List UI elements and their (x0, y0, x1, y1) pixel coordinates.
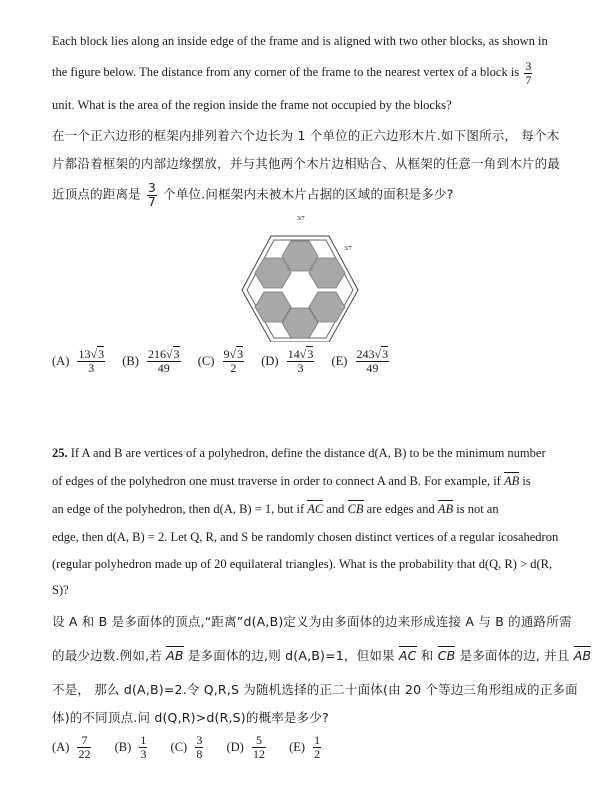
hexagon-frame-figure (240, 212, 360, 342)
choice-label: (D) (261, 353, 279, 368)
choice-denominator: 12 (252, 746, 265, 761)
choice-coef: 216 (148, 347, 166, 361)
p24-en-line1: Each block lies along an inside edge of the frame and is aligned with two other blocks, as shown in (52, 34, 548, 48)
choice-coef: 14 (287, 347, 300, 361)
p24-en-line2-text: the figure below. The distance from any corner of the frame to the nearest vertex of a block is (52, 64, 520, 79)
choice-denominator: 3 (88, 360, 95, 375)
p25-en-line5: (regular polyhedron made up of 20 equilateral triangles). What is the probability that d(Q, R) > d(R, (52, 557, 553, 571)
p25-en-line3-b: are edges and (366, 502, 435, 516)
choice-fraction: $\frac{13√3}{3}$ (78, 347, 105, 375)
p24-choice-e[interactable] (331, 348, 391, 374)
p25-en-line1 (52, 446, 546, 461)
p24-zh-line3-a: 近顶点的距离是 (52, 186, 141, 202)
choice-denominator: 2 (314, 746, 321, 761)
p25-zh-line2-b: 是多面体的边,则 d(A,B)=1，但如果 (187, 648, 395, 663)
segment-ab: AB (437, 502, 454, 516)
choice-denominator: 49 (366, 360, 379, 375)
p24-zh-line3-b: 个单位.问框架内未被木片占据的区域的面积是多少? (163, 186, 454, 202)
p25-zh-line2 (52, 646, 591, 664)
segment-ab: AB (503, 474, 520, 488)
p24-zh-fraction (147, 182, 157, 208)
p25-en-line3-a: an edge of the polyhedron, then d(A, B) = 1, but if (52, 502, 305, 516)
segment-cb: CB (437, 648, 456, 663)
p25-number: 25. (52, 446, 68, 460)
choice-fraction (139, 734, 147, 760)
choice-label: (A) (52, 739, 70, 754)
figure-label-right: 3/7 (344, 246, 352, 252)
choice-radicand: 3 (98, 347, 105, 361)
p25-choice-e[interactable] (289, 734, 323, 760)
choice-denominator: 8 (196, 746, 203, 761)
choice-numerator: 3 (196, 733, 203, 747)
choice-label: (C) (170, 739, 188, 754)
choice-numerator: 1 (314, 733, 321, 747)
choice-fraction (313, 734, 321, 760)
p24-choice-d[interactable] (261, 348, 316, 374)
choice-fraction: $\frac{216√3}{49}$ (148, 347, 180, 375)
p24-distance-fraction (524, 60, 532, 86)
p25-zh-line3: 不是， 那么 d(A,B)=2.令 Q,R,S 为随机选择的正二十面体(由 20 个等边三角形组成的正多面 (52, 682, 578, 697)
choice-numerator: 1 (140, 733, 147, 747)
p24-choice-c[interactable] (198, 348, 246, 374)
choice-fraction: $\frac{9√3}{2}$ (223, 347, 244, 375)
choice-fraction (195, 734, 203, 760)
choice-denominator: 2 (230, 360, 237, 375)
p25-zh-line2-c: 和 (420, 648, 434, 663)
choice-denominator: 22 (78, 746, 91, 761)
choice-label: (E) (331, 353, 348, 368)
choice-radicand: 3 (382, 347, 389, 361)
fraction-numerator: 3 (148, 181, 156, 195)
p25-answer-choices (52, 734, 335, 760)
choice-numerator: 5 (252, 734, 266, 748)
fraction-denominator: 7 (148, 194, 156, 209)
p25-en-line6: S)? (52, 583, 69, 597)
segment-ac: AC (398, 648, 417, 663)
p25-en-and: and (326, 502, 345, 516)
choice-radicand: 3 (237, 347, 244, 361)
p25-zh-line1: 设 A 和 B 是多面体的顶点,“距离”d(A,B)定义为由多面体的边来形成连接 A 与 B 的通路所需 (52, 614, 572, 629)
p24-en-line3: unit. What is the area of the region inside the frame not occupied by the blocks? (52, 98, 452, 112)
choice-denominator: 3 (140, 746, 147, 761)
choice-numerator: 7 (77, 734, 91, 748)
choice-fraction (252, 734, 266, 760)
p25-en-line2 (52, 474, 531, 489)
choice-coef: 243 (356, 347, 375, 361)
choice-coef: 9 (223, 347, 230, 361)
segment-ab: AB (166, 648, 184, 663)
choice-fraction (77, 734, 91, 760)
p25-choice-d[interactable] (226, 734, 267, 760)
p24-choice-a[interactable] (52, 348, 107, 374)
p25-en-line2-a: of edges of the polyhedron one must traverse in order to connect A and B. For example, if (52, 474, 501, 488)
choice-label: (B) (122, 353, 139, 368)
choice-radicand: 3 (173, 347, 180, 361)
p25-zh-line4: 体)的不同顶点.问 d(Q,R)>d(R,S)的概率是多少? (52, 710, 329, 725)
p24-zh-line3 (52, 182, 454, 208)
p25-choice-c[interactable] (171, 734, 206, 760)
choice-label: (A) (52, 353, 70, 368)
p24-answer-choices (52, 348, 403, 374)
choice-fraction: $\frac{243√3}{49}$ (356, 347, 389, 375)
choice-label: (D) (226, 739, 244, 754)
p25-en-line1-text: If A and B are vertices of a polyhedron, define the distance d(A, B) to be the minimum number (70, 446, 546, 460)
p24-choice-b[interactable] (122, 348, 182, 374)
p25-en-line3 (52, 502, 499, 517)
p24-en-line2 (52, 60, 534, 86)
choice-denominator: 49 (157, 360, 170, 375)
choice-label: (C) (197, 353, 215, 368)
segment-ab: AB (573, 648, 592, 663)
choice-denominator: 3 (297, 360, 304, 375)
choice-fraction: $\frac{14√3}{3}$ (287, 347, 314, 375)
choice-radicand: 3 (307, 347, 314, 361)
p24-zh-line2: 片都沿着框架的内部边缘摆放，并与其他两个木片边相贴合、从框架的任意一角到木片的最 (52, 156, 561, 171)
p25-en-line2-b: is (522, 474, 531, 488)
p25-en-line3-c: is not an (456, 502, 499, 516)
choice-label: (E) (289, 739, 306, 754)
p24-zh-line1: 在一个正六边形的框架内排列着六个边长为 1 个单位的正六边形木片.如下图所示， 每个木 (52, 128, 560, 143)
choice-label: (B) (114, 739, 132, 754)
fraction-denominator: 7 (525, 72, 532, 87)
figure-label-top: 3/7 (297, 216, 305, 222)
segment-cb: CB (347, 502, 364, 516)
fraction-numerator: 3 (525, 59, 532, 73)
segment-ac: AC (307, 502, 324, 516)
p25-en-line4: edge, then d(A, B) = 2. Let Q, R, and S be randomly chosen distinct vertices of a regular icosahedron (52, 530, 559, 544)
p25-choice-a[interactable] (52, 734, 93, 760)
choice-coef: 13 (78, 347, 91, 361)
p25-choice-b[interactable] (115, 734, 150, 760)
p25-zh-line2-a: 的最少边数.例如,若 (52, 648, 162, 663)
p25-zh-line2-d: 是多面体的边, 并且 (459, 648, 570, 663)
